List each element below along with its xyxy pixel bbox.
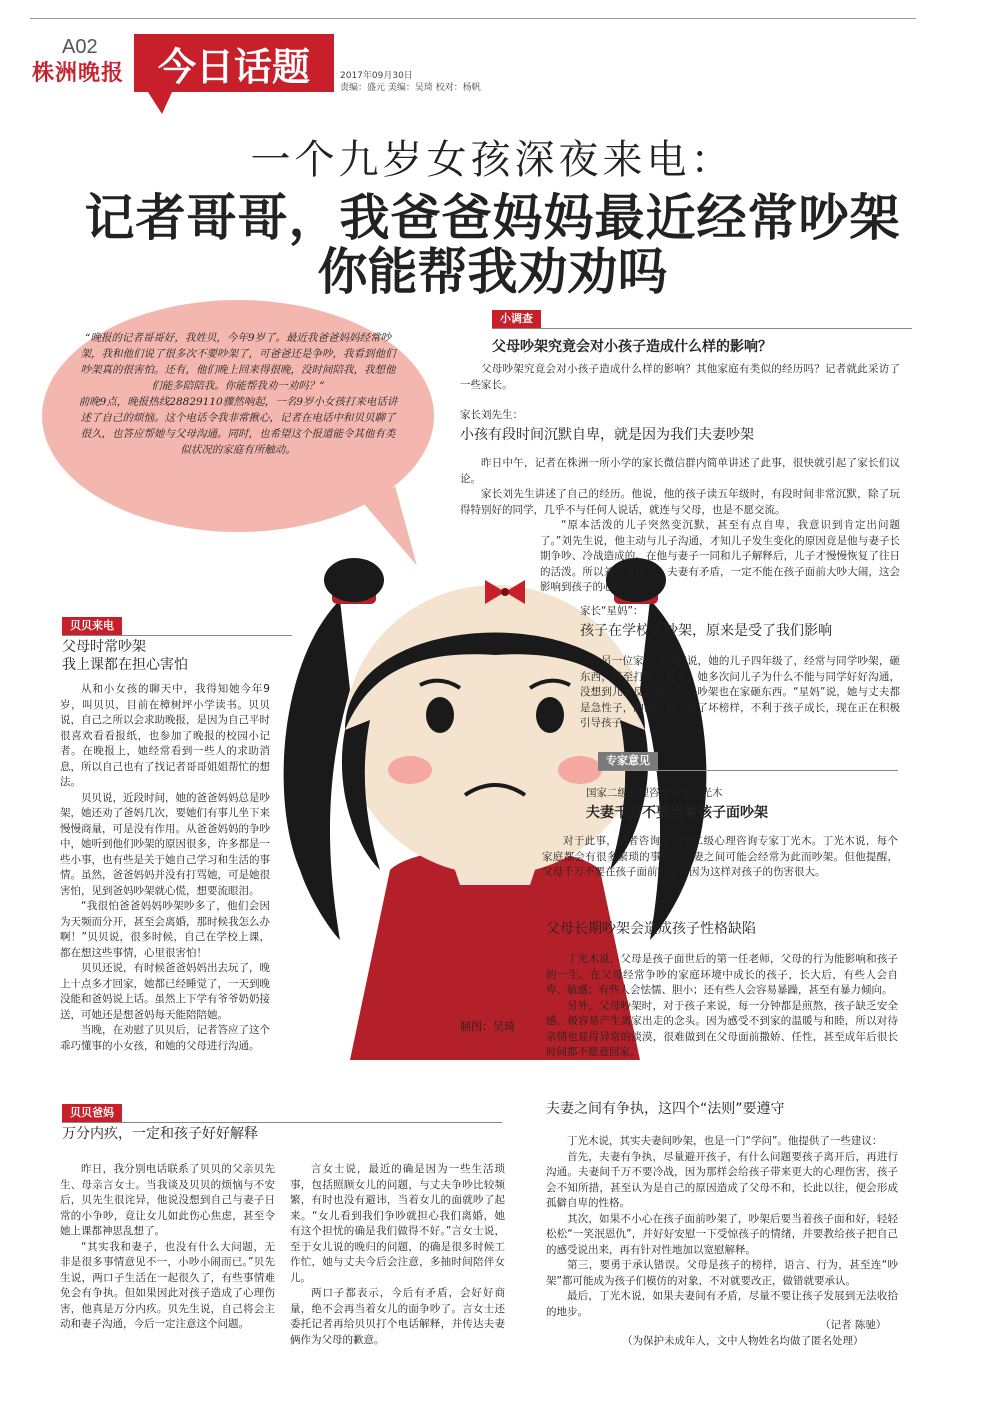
- left1-subhead: [62, 638, 188, 674]
- expert-subhead-3: 夫妻之间有争执，这四个“法则”要遵守: [546, 1101, 785, 1117]
- left-pigtail: [284, 600, 350, 940]
- survey-subhead-2: 孩子在学校爱吵架，原来是受了我们影响: [580, 623, 832, 639]
- right-cheek: [558, 756, 602, 784]
- left2-body-col2: [290, 1162, 505, 1348]
- right-eye: [536, 697, 564, 733]
- top-rule: [30, 18, 916, 19]
- left1-subhead-line1: 父母时常吵架: [62, 639, 146, 655]
- paragraph: 从和小女孩的聊天中，我得知她今年9岁，叫贝贝，目前在樟树坪小学读书。贝贝说，自己之所以会求助晚报，是因为自己平时很喜欢看看报纸，也参加了晚报的校园小记者。在晚报上，她经常看到一些人的求助消息，所以自己也有了找记者哥哥姐姐帮忙的想法。: [60, 683, 270, 788]
- paragraph: 昨日中午，记者在株洲一所小学的家长微信群内简单讲述了此事，很快就引起了家长们议论。: [460, 457, 900, 485]
- paragraph: 最后，丁光木说，如果夫妻间有矛盾，尽量不要让孩子发展到无法收拾的地步。: [546, 1290, 898, 1318]
- left2-body-col1: [60, 1162, 275, 1333]
- paragraph: 其次，如果不小心在孩子面前吵架了，吵架后要当着孩子面和好，轻轻松松“一笑泯恩仇”，并好好安慰一下受惊孩子的情绪，并要教给孩子把自己的感受说出来，再有针对性地加以宽慰解释。: [546, 1212, 898, 1256]
- paragraph: 首先，夫妻有争执，尽量避开孩子，有什么问题要孩子离开后，再进行沟通。夫妻间千万不要冷战，因为那样会给孩子带来更大的心理伤害，孩子会不知所措，甚至认为是自己的原因造成了父母不和，长此以往，便会形成孤僻自卑的性格。: [546, 1150, 898, 1209]
- paragraph: 另一位家长“星妈”说，她的儿子四年级了，经常与同学吵架，砸东西，甚至打架。她说，她多次问儿子为什么不能与同学好好沟通，没想到儿子反驳她，爸妈吵架也在家砸东西。“星妈”说，她与丈夫都是急性子，的确给儿子做了坏榜样，不利于孩子成长，现在正在积极引导孩子。: [580, 655, 900, 729]
- paragraph: 昨日，我分别电话联系了贝贝的父亲贝先生、母亲言女士。当我谈及贝贝的烦恼与不安后，贝先生很诧异，他说没想到自己与妻子日常的小争吵，竟让女儿如此伤心焦虑，甚至令她上课都神思乱想了。: [60, 1163, 275, 1237]
- paragraph: 言女士说，最近的确是因为一些生活琐事，包括照顾女儿的问题，与丈夫争吵比较频繁，有时也没有避讳，当着女儿的面就吵了起来。“女儿看到我们争吵就担心我们离婚，她有这个担忧的确是我们做得不好。”言女士说，至于女儿说的晚归的问题，的确是很多时候工作忙，她与丈夫今后会注意，多抽时间陪伴女儿。: [290, 1163, 505, 1284]
- survey-question: 父母吵架究竟会对小孩子造成什么样的影响？: [492, 339, 772, 355]
- newspaper-logo: 株洲晚报: [32, 60, 125, 86]
- illustration-credit: 制图：吴琦: [460, 1020, 515, 1033]
- tag-beibei-parents: 贝贝爸妈: [62, 1104, 122, 1122]
- left1-body: [60, 682, 270, 1054]
- paragraph: 丁光木说，父母是孩子面世后的第一任老师，父母的行为能影响和孩子的一生。在父母经常争吵的家庭环境中成长的孩子，长大后，有些人会自卑、敏感；有些人会怯懦、胆小；还有些人会容易暴躁，甚至有暴力倾向。: [546, 953, 898, 996]
- left1-subhead-line2: 我上课都在担心害怕: [62, 657, 188, 673]
- expert-subhead-2: 父母长期吵架会造成孩子性格缺陷: [546, 921, 756, 937]
- paragraph: 第三，要勇于承认错误。父母是孩子的榜样，语言、行为，甚至连“吵架”都可能成为孩子们模仿的对象，不对就要改正，做错就要承认。: [546, 1259, 898, 1287]
- survey-subhead-1: 小孩有段时间沉默自卑，就是因为我们夫妻吵架: [460, 427, 754, 443]
- paragraph: 对于此事，记者咨询了国家二级心理咨询专家丁光木。丁光木说，每个家庭都会有很多繁琐的事情，夫妻之间可能会经常为此而吵架。但他提醒，父母千万不要在孩子面前吵架，因为这样对孩子的伤害很大。: [542, 835, 898, 878]
- left-eye: [426, 697, 454, 733]
- bow-center: [501, 588, 509, 596]
- section-title: 今日话题: [134, 34, 334, 92]
- headline-main-line2: 你能帮我劝劝吗: [317, 243, 668, 301]
- survey-body-1b: [540, 518, 900, 596]
- paragraph: 两口子都表示，今后有矛盾，会好好商量，绝不会再当着女儿的面争吵了。言女士还委托记者再给贝贝打个电话解释，并传达夫妻俩作为父母的歉意。: [290, 1287, 505, 1346]
- left-cheek: [388, 756, 432, 784]
- left2-subhead: 万分内疚，一定和孩子好好解释: [62, 1126, 258, 1142]
- page-number: A02: [62, 36, 98, 58]
- paragraph: 丁光木说，其实夫妻间吵架，也是一门“学问”。他提供了一些建议：: [567, 1135, 883, 1147]
- tag-expert: 专家意见: [598, 752, 658, 770]
- expert-body-2: [546, 952, 898, 1061]
- survey-who-2: 家长“星妈”：: [580, 605, 644, 617]
- paragraph: 当晚，在劝慰了贝贝后，记者答应了这个乖巧懂事的小女孩，和她的父母进行沟通。: [60, 1024, 270, 1052]
- paragraph: “我很怕爸爸妈妈吵架吵多了，他们会因为天频而分开，甚至会离婚，那时候我怎么办啊！”贝贝说，很多时候，自己在学校上课，都在想这些事情，心里很害怕！: [60, 900, 270, 959]
- paragraph: 另外，父母吵架时，对于孩子来说，每一分钟都是煎熬，孩子缺乏安全感，极容易产生离家出走的念头。因为感受不到家的温暖与和睦，所以对待亲情也显得异常的淡漠，很难做到在父母面前撒娇、任性，甚至成年后很长时间都不愿意回家。: [546, 999, 898, 1058]
- expert-body-1: [542, 834, 898, 881]
- survey-body-1: [460, 456, 900, 518]
- paragraph: “原本活泼的儿子突然变沉默，甚至有点自卑，我意识到肯定出问题了。”刘先生说，他主动与儿子沟通，才知儿子发生变化的原因竟是他与妻子长期争吵、冷战造成的。在他与妻子一同和儿子解释后，儿子才慢慢恢复了往日的活泼。所以刘先生认为，夫妻有矛盾，一定不能在孩子面前大吵大闹，这会影响到孩子的心性。: [540, 519, 900, 593]
- expert-title: 国家二级心理咨询专家丁光木: [586, 787, 723, 799]
- paragraph: 父母吵架究竟会对小孩子造成什么样的影响？其他家庭有类似的经历吗？记者就此采访了一些家长。: [460, 363, 900, 391]
- tag-survey: 小调查: [492, 310, 541, 328]
- tag-rule-1: [62, 635, 292, 636]
- tag-rule-3: [492, 328, 912, 329]
- bubble-intro: 前晚9点，晚报热线28829110骤然响起，一名9岁小女孩打来电话讲述了自己的烦恼。这个电话令我非常揪心，记者在电话中和贝贝聊了很久，也答应帮她与父母沟通。同时，也希望这个报道能令其他有类似状况的家庭有所触动。: [78, 396, 398, 456]
- headline-main: 记者哥哥，我爸爸妈妈最近经常吵架: [84, 189, 901, 247]
- tag-beibei-call: 贝贝来电: [62, 617, 122, 635]
- tag-rule-4: [598, 770, 898, 771]
- left-bun: [324, 558, 384, 602]
- page-date: 2017年09月30日: [340, 71, 413, 81]
- section-title-tail: [148, 92, 172, 114]
- survey-intro: [460, 362, 900, 393]
- expert-headline: 夫妻千万不要当着孩子面吵架: [586, 805, 768, 821]
- byline: （记者 陈驰）: [820, 1319, 887, 1331]
- survey-body-2: [580, 654, 900, 732]
- page-editors: 责编：盛元 美编：吴琦 校对：杨帆: [340, 83, 481, 93]
- expert-body-3: [546, 1134, 898, 1320]
- paragraph: 家长刘先生讲述了自己的经历。他说，他的孩子读五年级时，有段时间非常沉默，除了玩得特别好的同学，几乎不与任何人说话，就连与父母，也是不愿交流。: [460, 488, 900, 516]
- paragraph: “其实我和妻子，也没有什么大问题，无非是很多事情意见不一，小吵小闹而已。”贝先生说，两口子生活在一起很久了，有些事情难免会有争执。但如果因此对孩子造成了心理伤害，他真是万分内疚。贝先生说，自己将会主动和妻子沟通，今后一定注意这个问题。: [60, 1240, 275, 1330]
- headline-kicker: 一个九岁女孩深夜来电：: [250, 137, 735, 183]
- anonymity-note: （为保护未成年人，文中人物姓名均做了匿名处理）: [622, 1335, 864, 1347]
- survey-who-1: 家长刘先生：: [460, 409, 523, 421]
- paragraph: 贝贝说，近段时间，她的爸爸妈妈总是吵架，她还劝了爸妈几次，要她们有事儿坐下来慢慢商量，可是没有作用。从爸爸妈妈的争吵中，她听到他们吵架的原因很多，许多都是一些小事，也有些是关于她自己学习和生活的事情。虽然，爸爸妈妈并没有打骂她，可是她很害怕，见到爸妈吵架就心慌，想要流眼泪。: [60, 791, 270, 897]
- bubble-text: [78, 330, 398, 458]
- paragraph: 贝贝还说，有时候爸爸妈妈出去玩了，晚上十点多才回家，她都已经睡觉了，一天到晚没能和爸妈说上话。虽然上下学有爷爷奶奶接送，可她还是想爸妈每天能陪陪她。: [60, 962, 270, 1021]
- bubble-quote: “晚报的记者哥哥好，我姓贝，今年9岁了。最近我爸爸妈妈经常吵架，我和他们说了很多次不要吵架了，可爸爸还是争吵，我看到他们吵架真的很害怕。还有，他们晚上回来得很晚，没时间陪我，我想他们能多陪陪我。你能帮我劝一劝吗？”: [80, 332, 396, 392]
- page-meta: [340, 70, 481, 94]
- tag-rule-2: [62, 1122, 502, 1123]
